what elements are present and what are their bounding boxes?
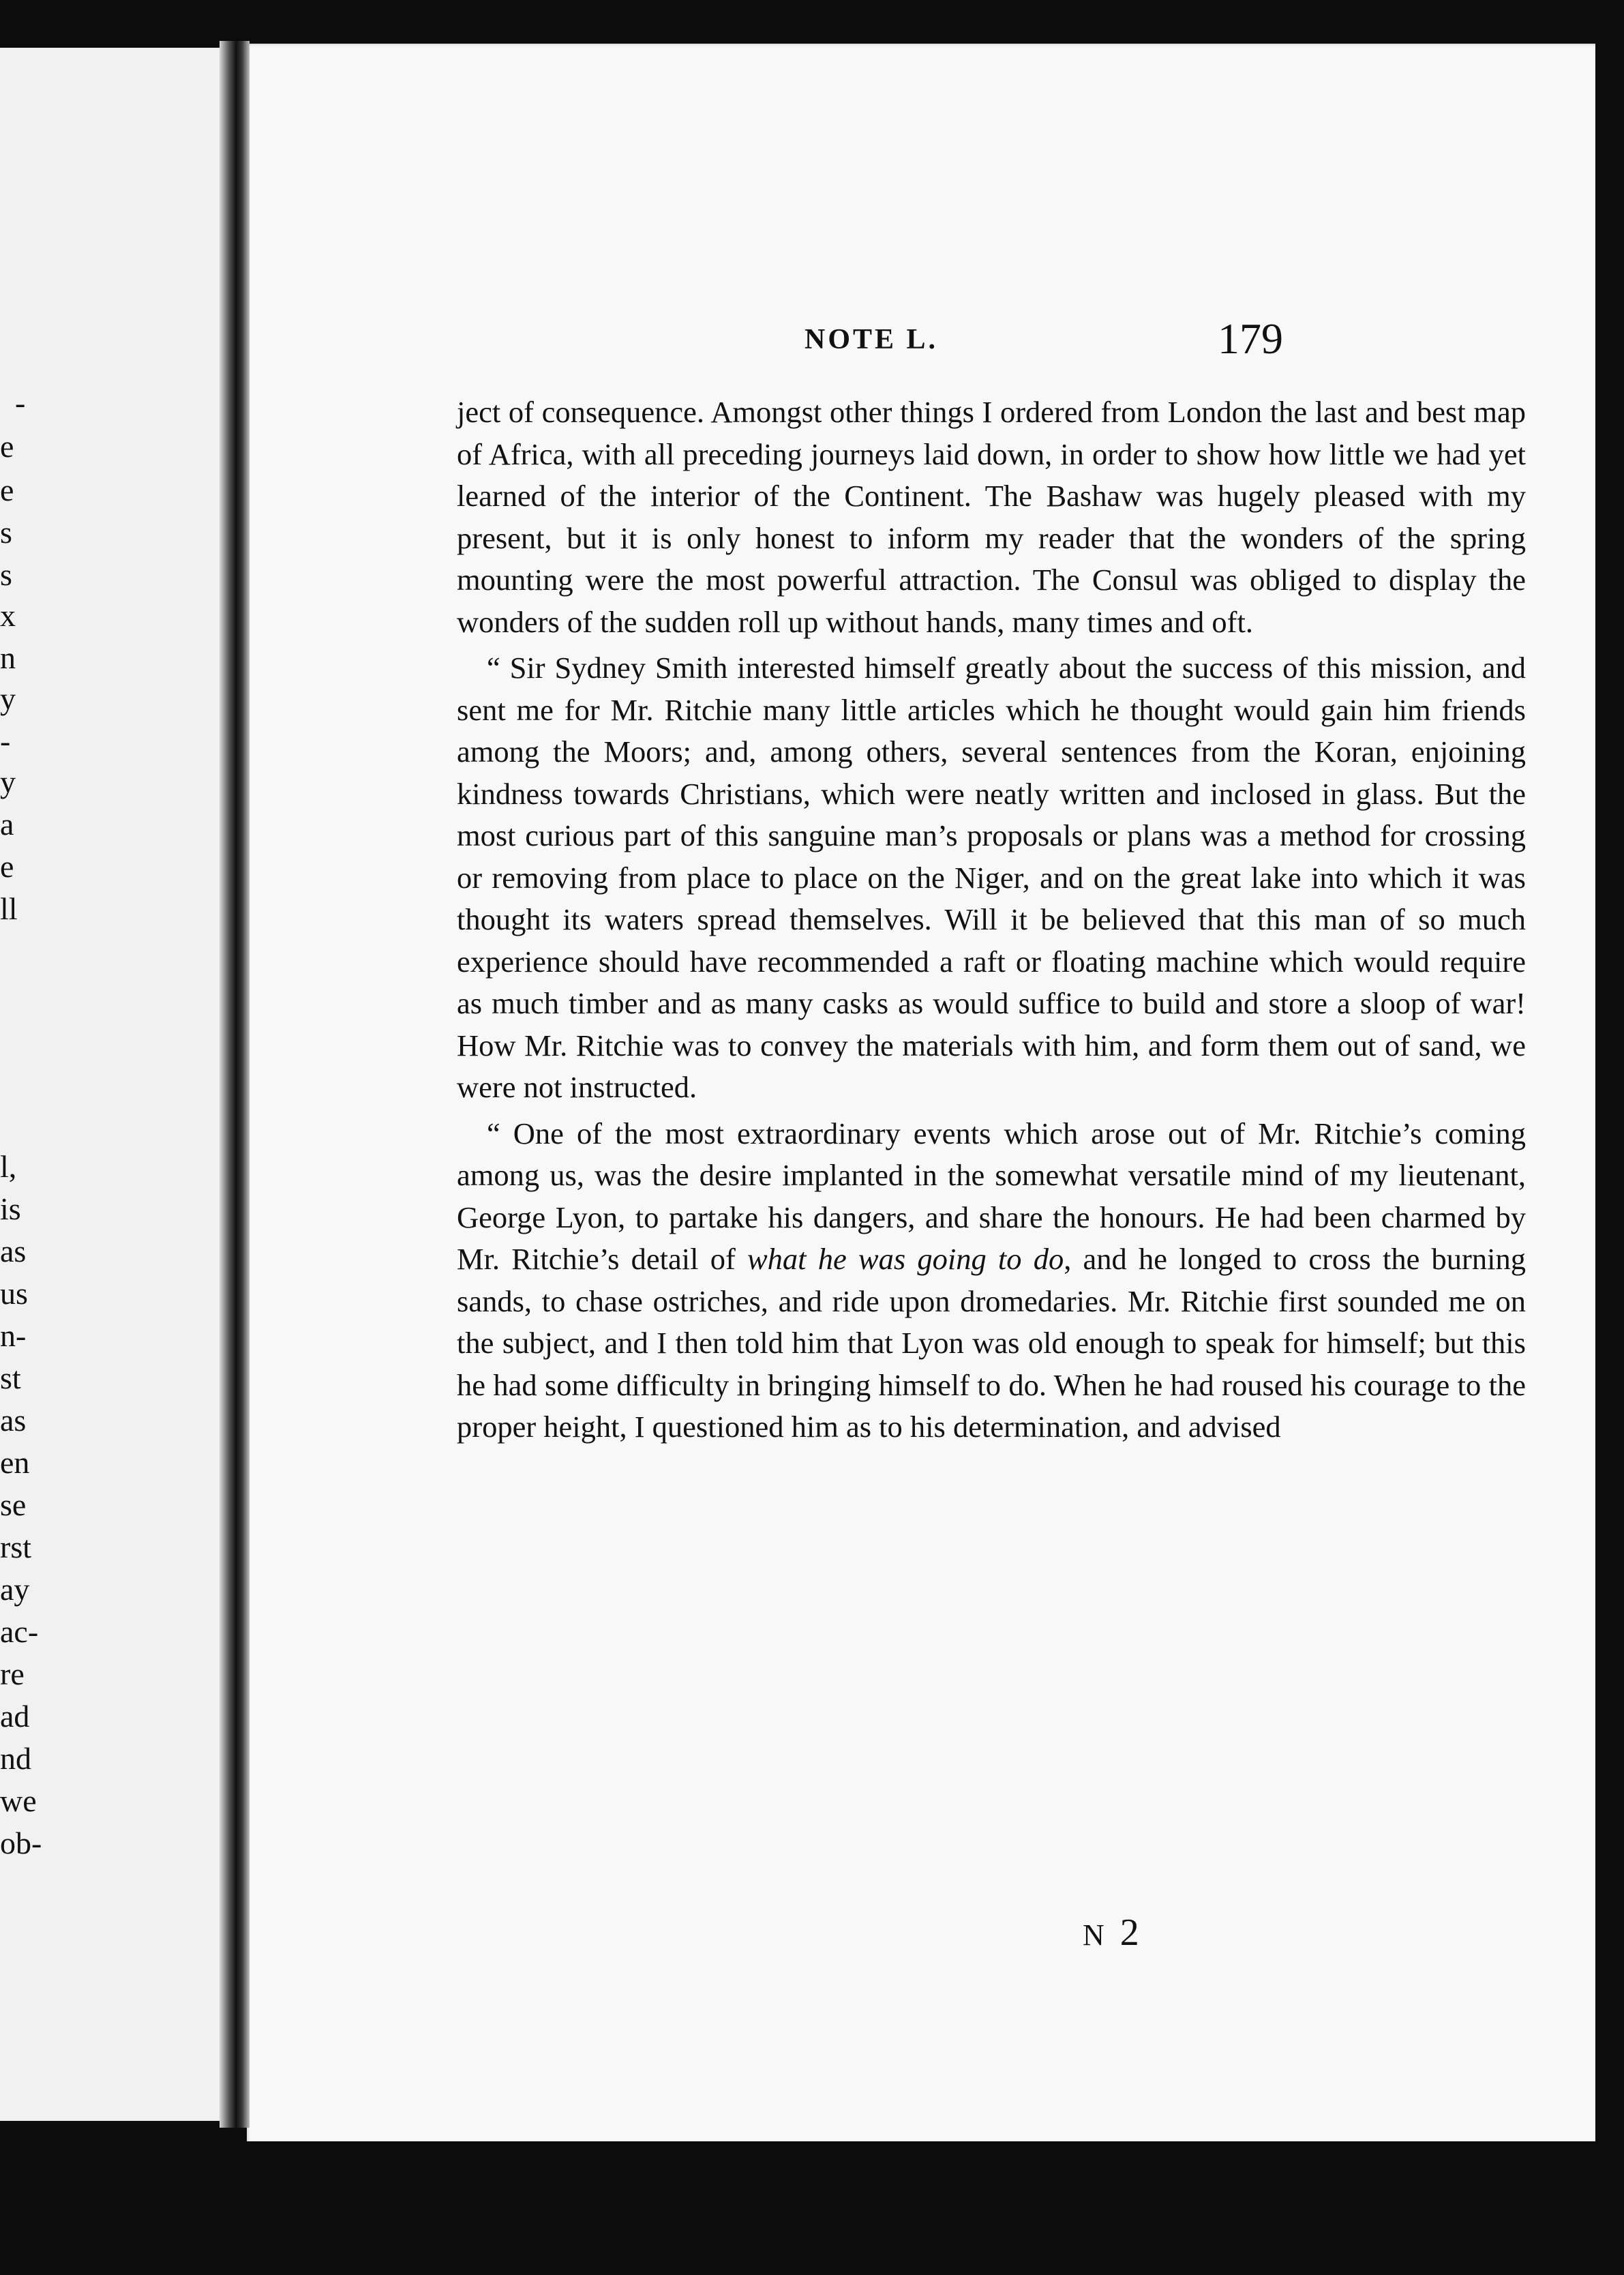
running-head-title: NOTE L. bbox=[805, 324, 939, 355]
left-margin-fragment: - bbox=[15, 385, 26, 420]
left-margin-fragment: n- bbox=[0, 1318, 27, 1353]
paragraph-3-text-start: “ One of the most extraordinary events which arose out of Mr. Ritchie’s coming among us, was the desire implanted in the somewhat versatile mind of my lieutenant, George Lyon, to partake his dangers, and share the honours. He had been charmed by Mr. Ritchie’s detail of bbox=[457, 1116, 1526, 1276]
left-margin-fragment: ac- bbox=[0, 1614, 39, 1649]
left-margin-fragment: - bbox=[0, 724, 11, 758]
left-margin-fragment: us bbox=[0, 1276, 28, 1311]
left-margin-fragment: en bbox=[0, 1445, 30, 1480]
paragraph-1: ject of consequence. Amongst other things I ordered from London the last and best map of Africa, with all preceding journeys laid down, in order to show how little we had yet learned of the interior of the Continent. The Bashaw was hugely pleased with my present, but it is only honest to inform my reader that the wonders of the spring mounting were the most powerful attraction. The Consul was obliged to display the wonders of the sudden roll up without hands, many times and oft. bbox=[457, 395, 1526, 639]
paragraph-3-italic-phrase: what he was going to do bbox=[747, 1242, 1064, 1276]
left-margin-fragment: rst bbox=[0, 1530, 31, 1564]
left-margin-fragment: l, bbox=[0, 1149, 17, 1184]
paragraph-2: “ Sir Sydney Smith interested himself greatly about the success of this mission, and sent me for Mr. Ritchie many little articles which he thought would gain him friends among the Moors; and, among others, several sentences from the Koran, enjoining kindness towards Christians, which were neatly written and inclosed in glass. But the most curious part of this sanguine man’s proposals or plans was a method for crossing or removing from place to place on the Niger, and on the great lake into which it was thought its waters spread themselves. Will it be believed that this man of so much experience should have recommended a raft or floating machine which would require as much timber and as many casks as would suffice to build and store a sloop of war! How Mr. Ritchie was to convey the materials with him, and form them out of sand, we were not instructed. bbox=[457, 651, 1526, 1104]
left-margin-fragment: se bbox=[0, 1487, 27, 1522]
signature-letter: N bbox=[1083, 1918, 1109, 1952]
left-margin-fragment: ad bbox=[0, 1699, 30, 1734]
left-margin-fragment: ob- bbox=[0, 1826, 42, 1860]
left-margin-fragment: re bbox=[0, 1656, 25, 1691]
paragraph-3 bbox=[457, 1113, 1526, 1448]
paragraph-3-text-end: , and he longed to cross the burning sands, to chase ostriches, and ride upon dromedaries. Mr. Ritchie first sounded me on the subject, and I then told him that Lyon was old enough to speak for himself; but this he had some difficulty in bringing himself to do. When he had roused his courage to the proper height, I questioned him as to his determination, and advised bbox=[457, 1242, 1526, 1444]
previous-page bbox=[0, 48, 230, 2121]
left-margin-fragment: e bbox=[0, 849, 14, 884]
left-margin-fragment: ll bbox=[0, 891, 18, 926]
left-margin-fragment: s bbox=[0, 515, 12, 550]
signature-mark bbox=[1083, 1911, 1143, 1954]
left-margin-fragment: is bbox=[0, 1191, 21, 1226]
left-margin-fragment: a bbox=[0, 807, 14, 842]
left-margin-fragment: st bbox=[0, 1360, 21, 1395]
signature-number: 2 bbox=[1119, 1912, 1143, 1954]
scan-border-right bbox=[1595, 0, 1624, 2275]
left-margin-fragment: s bbox=[0, 557, 12, 592]
left-margin-fragment: ay bbox=[0, 1572, 30, 1607]
left-margin-fragment: y bbox=[0, 764, 16, 799]
book-page bbox=[247, 44, 1598, 2147]
book-gutter bbox=[220, 41, 250, 2128]
left-margin-fragment: e bbox=[0, 429, 14, 464]
left-margin-fragment: y bbox=[0, 681, 16, 716]
left-margin-fragment: x bbox=[0, 598, 16, 633]
scan-border-bottom bbox=[232, 2141, 1623, 2275]
page-number: 179 bbox=[1218, 314, 1283, 363]
left-margin-fragment: n bbox=[0, 640, 16, 675]
left-margin-fragment: as bbox=[0, 1234, 27, 1268]
left-margin-fragment: as bbox=[0, 1403, 27, 1438]
body-text bbox=[457, 391, 1526, 1448]
left-margin-fragment: e bbox=[0, 473, 14, 507]
left-margin-fragment: nd bbox=[0, 1741, 31, 1776]
left-margin-fragment: we bbox=[0, 1783, 37, 1818]
